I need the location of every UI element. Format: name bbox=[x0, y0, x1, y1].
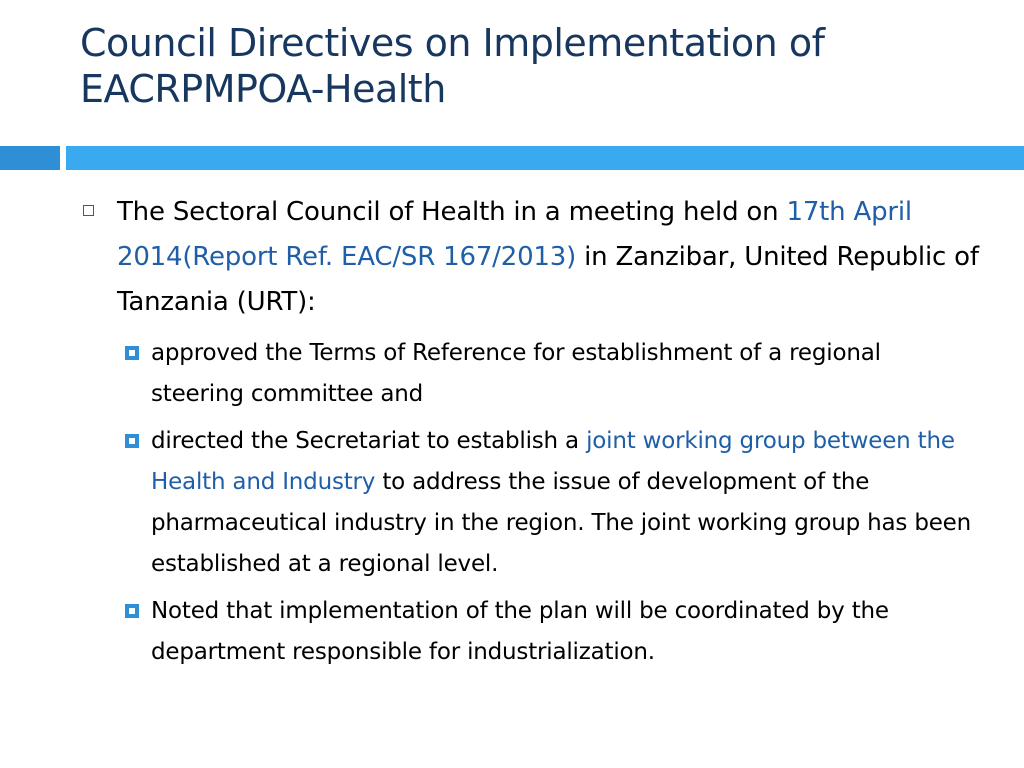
meeting-date-reference: 17th April 2014(Report Ref. EAC/SR 167/2013) bbox=[117, 197, 912, 272]
square-bullet-icon bbox=[125, 346, 139, 360]
sub-bullet-text: approved the Terms of Reference for establishment of a regional steering committee and bbox=[151, 340, 881, 407]
sub-bullet-text: directed the Secretariat to establish a bbox=[151, 428, 587, 454]
sub-bullet-item-terms-of-reference bbox=[123, 333, 980, 415]
bullet-item-sectoral-council bbox=[80, 190, 980, 325]
hollow-square-bullet-icon bbox=[83, 205, 94, 216]
slide-title-line-2: EACRPMPOA-Health bbox=[80, 67, 446, 111]
title-divider-accent bbox=[0, 146, 60, 170]
intro-text: The Sectoral Council of Health in a meeting held on bbox=[117, 197, 779, 227]
slide-title-line-1: Council Directives on Implementation of bbox=[80, 21, 825, 65]
square-bullet-icon bbox=[125, 604, 139, 618]
joint-working-group-highlight: joint working group between the Health and Industry bbox=[151, 428, 955, 495]
square-bullet-icon bbox=[125, 434, 139, 448]
slide-body bbox=[80, 190, 980, 673]
sub-bullet-text-continued: to address the issue of development of the pharmaceutical industry in the region. The joint working group has been established at a regional level. bbox=[151, 469, 971, 577]
intro-text-location: in Zanzibar, United Republic of Tanzania (URT): bbox=[117, 242, 979, 317]
sub-bullet-text: Noted that implementation of the plan will be coordinated by the department responsible for industrialization. bbox=[151, 598, 889, 665]
slide-title bbox=[80, 20, 1000, 112]
sub-bullet-item-coordination bbox=[123, 591, 980, 673]
title-divider-bar bbox=[66, 146, 1024, 170]
sub-bullet-item-joint-working-group bbox=[123, 421, 980, 585]
